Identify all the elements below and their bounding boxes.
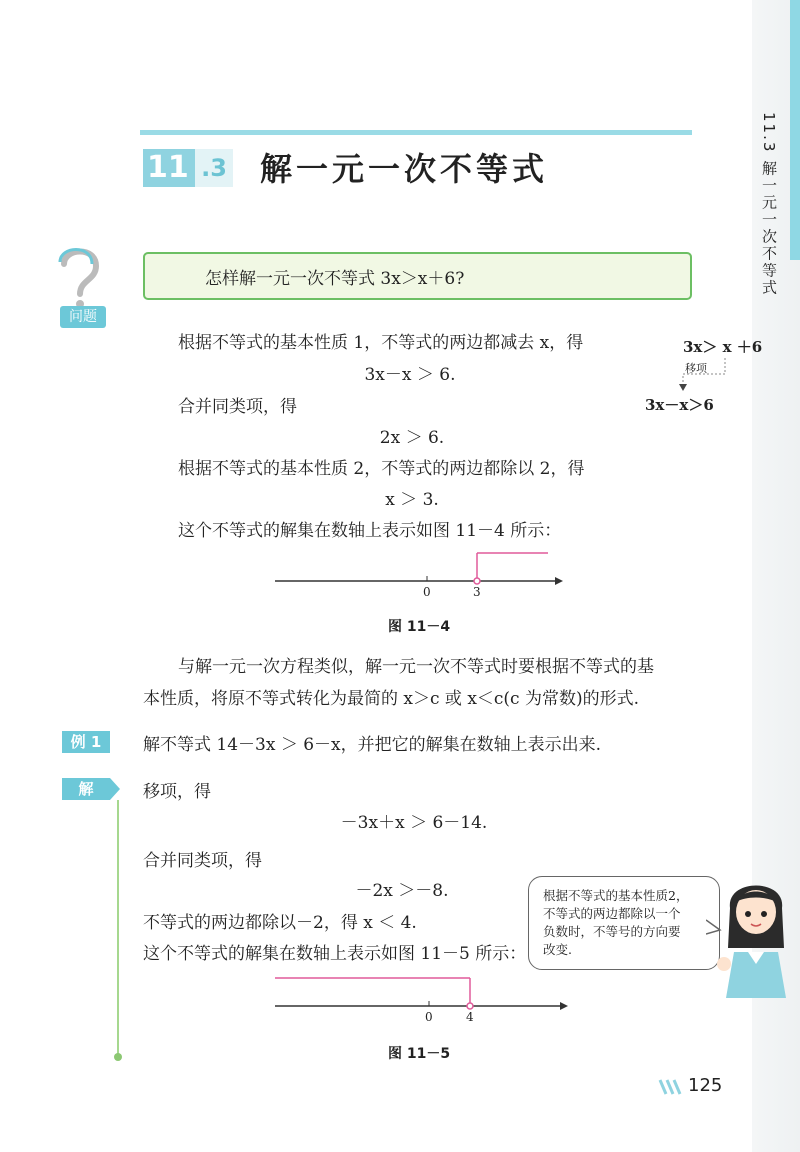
tick-label-0: 0 — [423, 585, 431, 599]
solution-step-3: 不等式的两边都除以－2，得 x ＜ 4. — [143, 913, 417, 933]
speech-line-4: 改变. — [543, 942, 572, 957]
section-badge — [143, 149, 233, 187]
speech-text — [543, 887, 688, 959]
solution-equation-2: －2x ＞－8. — [355, 881, 449, 901]
question-label: 问题 — [60, 306, 106, 328]
page-stripes-icon — [658, 1078, 686, 1096]
section-badge-number: 11 — [147, 150, 189, 185]
axis-arrow — [555, 577, 563, 585]
section-title: 解一元一次不等式 — [260, 150, 549, 188]
tick-label-3: 3 — [473, 585, 481, 599]
side-note-label: 移项 — [685, 362, 707, 375]
side-note-top: 3x＞ x ＋6 — [683, 338, 763, 356]
solution-step-1: 移项，得 — [143, 782, 211, 802]
paragraph-1: 根据不等式的基本性质 1，不等式的两边都减去 x，得 — [178, 333, 584, 353]
speech-line-1: 根据不等式的基本性质2， — [543, 888, 689, 903]
equation-2: 2x ＞ 6. — [379, 428, 445, 448]
side-note-arrow — [675, 356, 735, 392]
question-text: 怎样解一元一次不等式 3x＞x＋6? — [205, 269, 465, 289]
solution-step-4: 这个不等式的解集在数轴上表示如图 11－5 所示： — [143, 944, 527, 964]
header-rule — [140, 130, 692, 135]
solution-arrow — [110, 778, 120, 800]
paragraph-4: 这个不等式的解集在数轴上表示如图 11－4 所示： — [178, 521, 562, 541]
girl-illustration — [716, 868, 796, 998]
side-note-bottom: 3x－x＞6 — [645, 396, 714, 414]
side-note-transposition — [645, 336, 765, 426]
open-circle-4 — [467, 1003, 473, 1009]
tick-label-0-b: 0 — [425, 1010, 433, 1024]
section-badge-sub: .3 — [195, 149, 233, 187]
figure-caption-11-5: 图 11－5 — [388, 1046, 451, 1062]
solution-step-2: 合并同类项，得 — [143, 851, 262, 871]
equation-3: x ＞ 3. — [385, 490, 439, 510]
axis-arrow-2 — [560, 1002, 568, 1010]
question-box — [143, 252, 692, 300]
open-circle-3 — [474, 578, 480, 584]
paragraph-5b: 本性质，将原不等式转化为最简的 x＞c 或 x＜c(c 为常数)的形式. — [143, 689, 640, 709]
tick-label-4: 4 — [466, 1010, 474, 1024]
speech-line-2: 不等式的两边都除以一个 — [543, 906, 681, 921]
page-number: 125 — [688, 1075, 723, 1096]
paragraph-5a: 与解一元一次方程类似，解一元一次不等式时要根据不等式的基 — [178, 657, 654, 677]
figure-caption-11-4: 图 11－4 — [388, 619, 451, 635]
paragraph-3: 根据不等式的基本性质 2，不等式的两边都除以 2，得 — [178, 459, 585, 479]
solution-rail-dot — [114, 1053, 122, 1061]
speech-line-3: 负数时，不等号的方向要 — [543, 924, 681, 939]
example-text: 解不等式 14－3x ＞ 6－x，并把它的解集在数轴上表示出来. — [143, 735, 602, 755]
equation-1: 3x－x ＞ 6. — [364, 365, 456, 385]
solution-rail — [117, 800, 119, 1056]
side-tab-strip — [790, 0, 800, 260]
solution-label: 解 — [62, 778, 110, 800]
paragraph-2: 合并同类项，得 — [178, 397, 297, 417]
example-label: 例 1 — [62, 731, 110, 753]
solution-equation-1: －3x＋x ＞ 6－14. — [340, 813, 488, 833]
speech-bubble — [528, 876, 720, 970]
number-line-fig-11-4 — [270, 548, 570, 604]
side-tab-text: 11.3 解一元一次不等式 — [760, 112, 778, 297]
